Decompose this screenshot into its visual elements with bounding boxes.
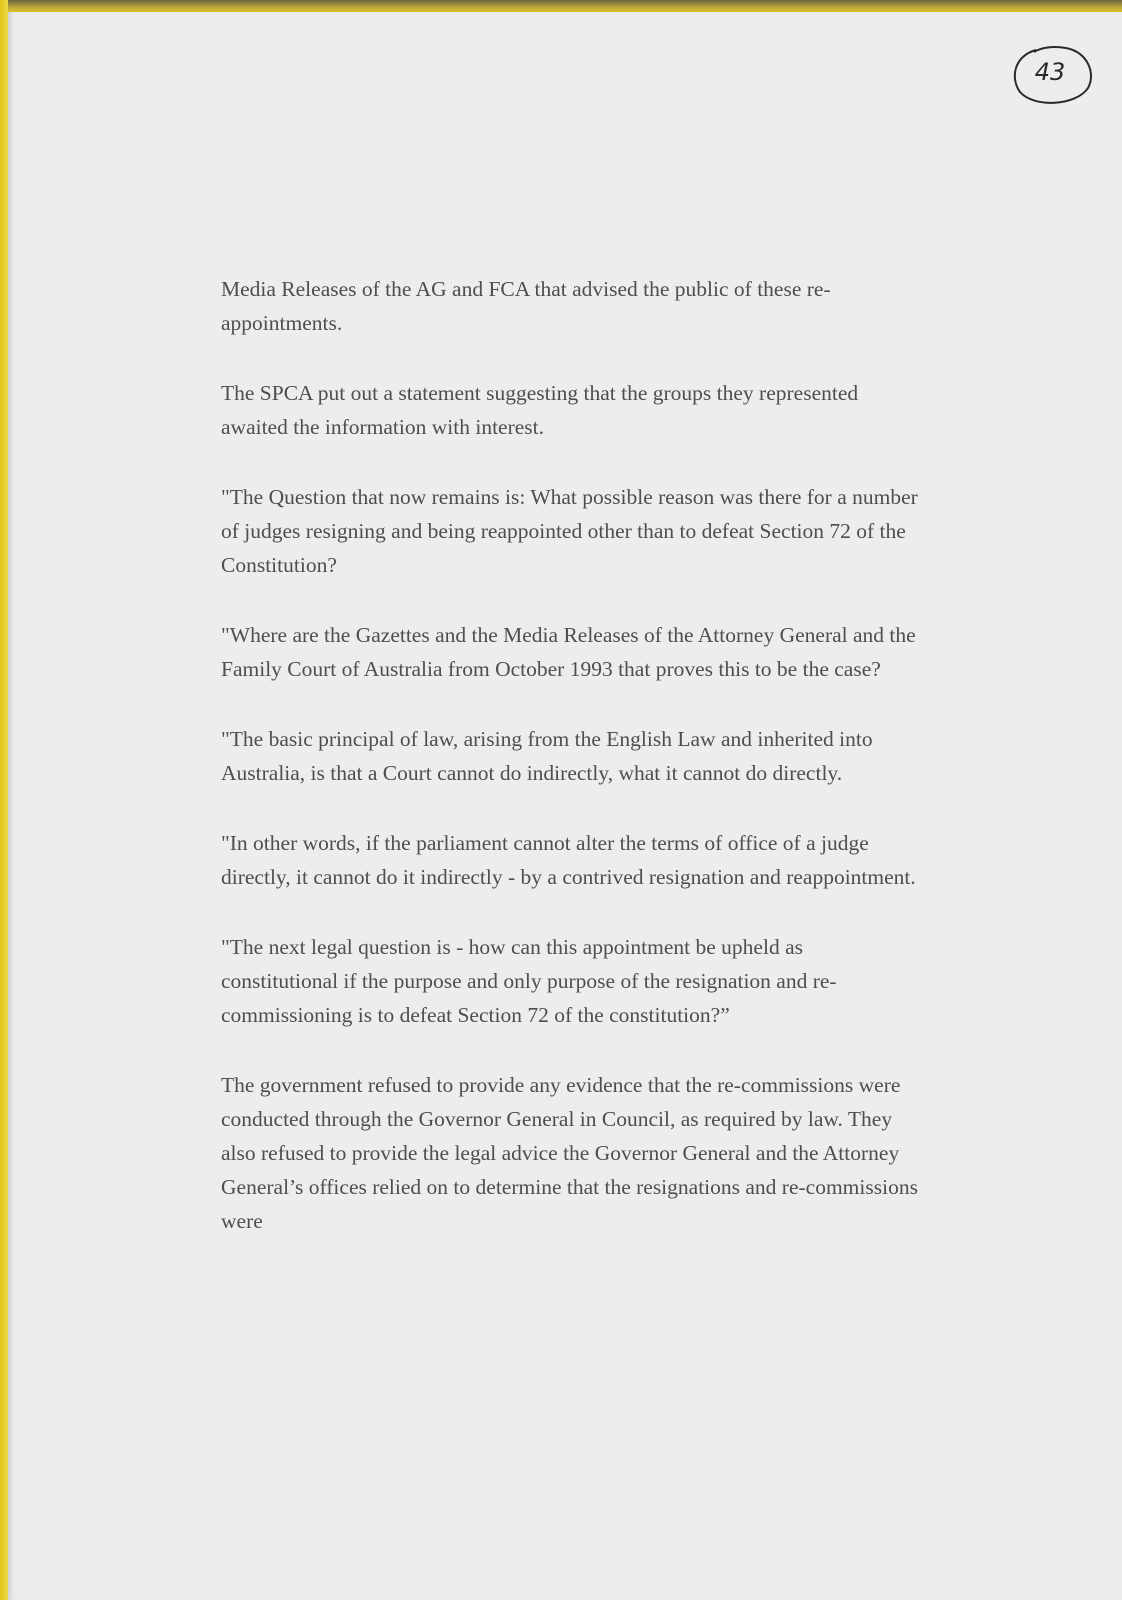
body-text xyxy=(221,272,921,1274)
page-number-text: 43 xyxy=(1034,58,1066,86)
document-page xyxy=(8,12,1122,1600)
paragraph-4: "Where are the Gazettes and the Media Releases of the Attorney General and the Family Court of Australia from October 1993 that proves this to be the case? xyxy=(221,623,916,681)
paragraph-1: Media Releases of the AG and FCA that advised the public of these re-appointments. xyxy=(221,277,831,335)
handwritten-page-number xyxy=(1006,38,1094,108)
paragraph-2: The SPCA put out a statement suggesting that the groups they represented awaited the information with interest. xyxy=(221,381,859,439)
paragraph-5: "The basic principal of law, arising from the English Law and inherited into Australia, is that a Court cannot do indirectly, what it cannot do directly. xyxy=(221,727,873,785)
circled-page-number-mark xyxy=(1006,38,1094,108)
scanner-top-edge xyxy=(0,0,1122,12)
paragraph-8: The government refused to provide any evidence that the re-commissions were conducted through the Governor General in Council, as required by law. They also refused to provide the legal advice the Governor General and the Attorney General’s offices relied on to determine that the resignations and re-commissions were xyxy=(221,1073,918,1233)
scanner-left-edge xyxy=(0,0,8,1600)
paragraph-7: "The next legal question is - how can this appointment be upheld as constitutional if the purpose and only purpose of the resignation and re-commissioning is to defeat Section 72 of the constitution?” xyxy=(221,935,837,1027)
paragraph-6: "In other words, if the parliament cannot alter the terms of office of a judge directly, it cannot do it indirectly - by a contrived resignation and reappointment. xyxy=(221,831,916,889)
paragraph-3: "The Question that now remains is: What possible reason was there for a number of judges resigning and being reappointed other than to defeat Section 72 of the Constitution? xyxy=(221,485,918,577)
